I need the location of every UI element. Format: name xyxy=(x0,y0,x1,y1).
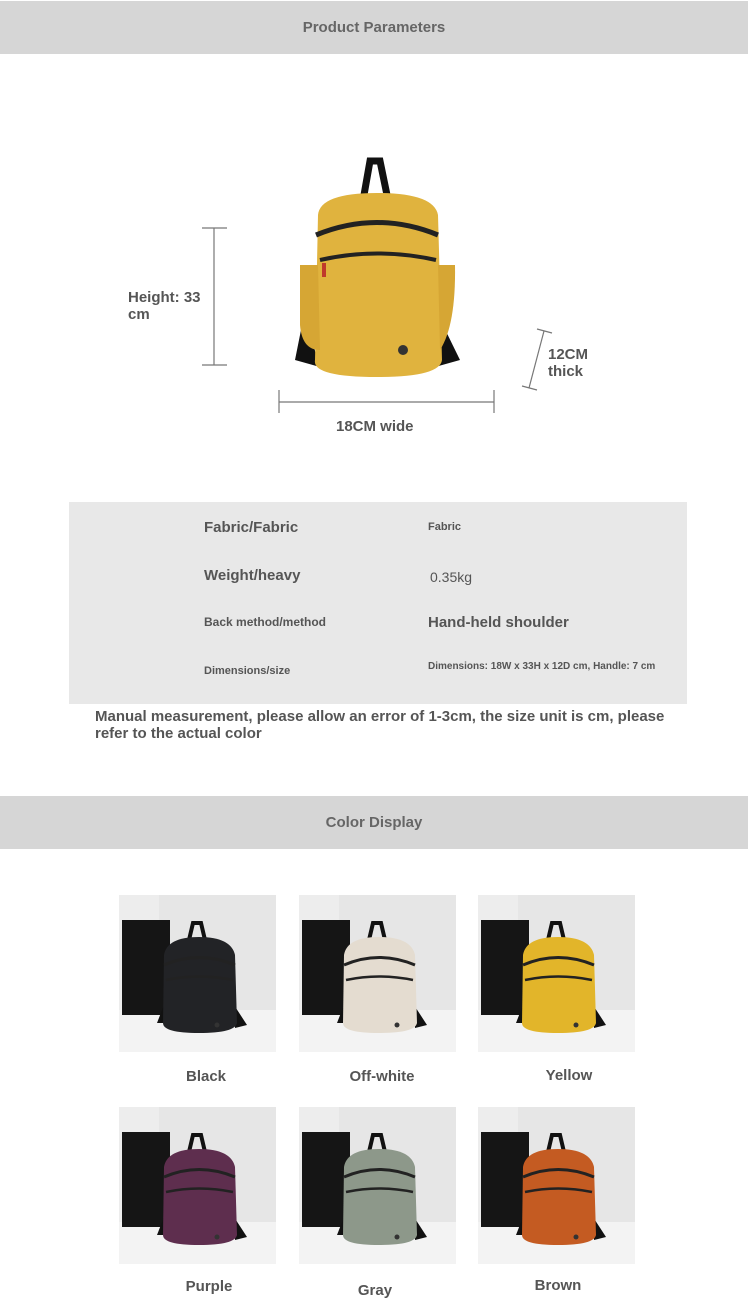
measurement-note: Manual measurement, please allow an error of 1-3cm, the size unit is cm, please refer to the actual color xyxy=(95,708,665,742)
section-banner-color-display xyxy=(0,796,748,849)
backpack-icon xyxy=(478,1107,635,1264)
param-label-fabric: Fabric/Fabric xyxy=(204,519,299,536)
param-value-dimensions: Dimensions: 18W x 33H x 12D cm, Handle: 7 cm xyxy=(428,661,656,672)
color-swatch-brown[interactable] xyxy=(478,1107,635,1264)
product-image xyxy=(290,155,465,380)
param-label-back-method: Back method/method xyxy=(204,615,327,629)
thick-label-line2: thick xyxy=(548,363,584,380)
backpack-icon xyxy=(478,895,635,1052)
param-value-fabric: Fabric xyxy=(428,521,462,533)
color-swatch-off-white[interactable] xyxy=(299,895,456,1052)
backpack-icon xyxy=(119,895,276,1052)
backpack-icon xyxy=(299,1107,456,1264)
param-value-weight: 0.35kg xyxy=(430,569,473,585)
thick-label-line1: 12CM xyxy=(548,346,589,363)
thick-label xyxy=(548,346,588,380)
section-title: Product Parameters xyxy=(302,19,446,36)
color-swatch-yellow[interactable] xyxy=(478,895,635,1052)
param-label-dimensions: Dimensions/size xyxy=(204,665,291,677)
backpack-icon xyxy=(290,155,465,380)
param-label-weight: Weight/heavy xyxy=(204,567,301,584)
parameters-table xyxy=(69,502,687,704)
color-label-black: Black xyxy=(185,1068,227,1085)
color-label-yellow: Yellow xyxy=(545,1067,593,1084)
color-swatch-purple[interactable] xyxy=(119,1107,276,1264)
color-label-brown: Brown xyxy=(534,1277,582,1294)
color-label-gray: Gray xyxy=(357,1282,393,1299)
wide-label: 18CM wide xyxy=(336,418,414,435)
backpack-icon xyxy=(119,1107,276,1264)
height-label: Height: 33 cm xyxy=(128,289,201,323)
section-title: Color Display xyxy=(325,814,423,831)
color-label-purple: Purple xyxy=(185,1278,233,1295)
color-swatch-gray[interactable] xyxy=(299,1107,456,1264)
backpack-icon xyxy=(299,895,456,1052)
color-swatch-black[interactable] xyxy=(119,895,276,1052)
param-value-back-method: Hand-held shoulder xyxy=(428,614,569,631)
color-label-off-white: Off-white xyxy=(349,1068,415,1085)
